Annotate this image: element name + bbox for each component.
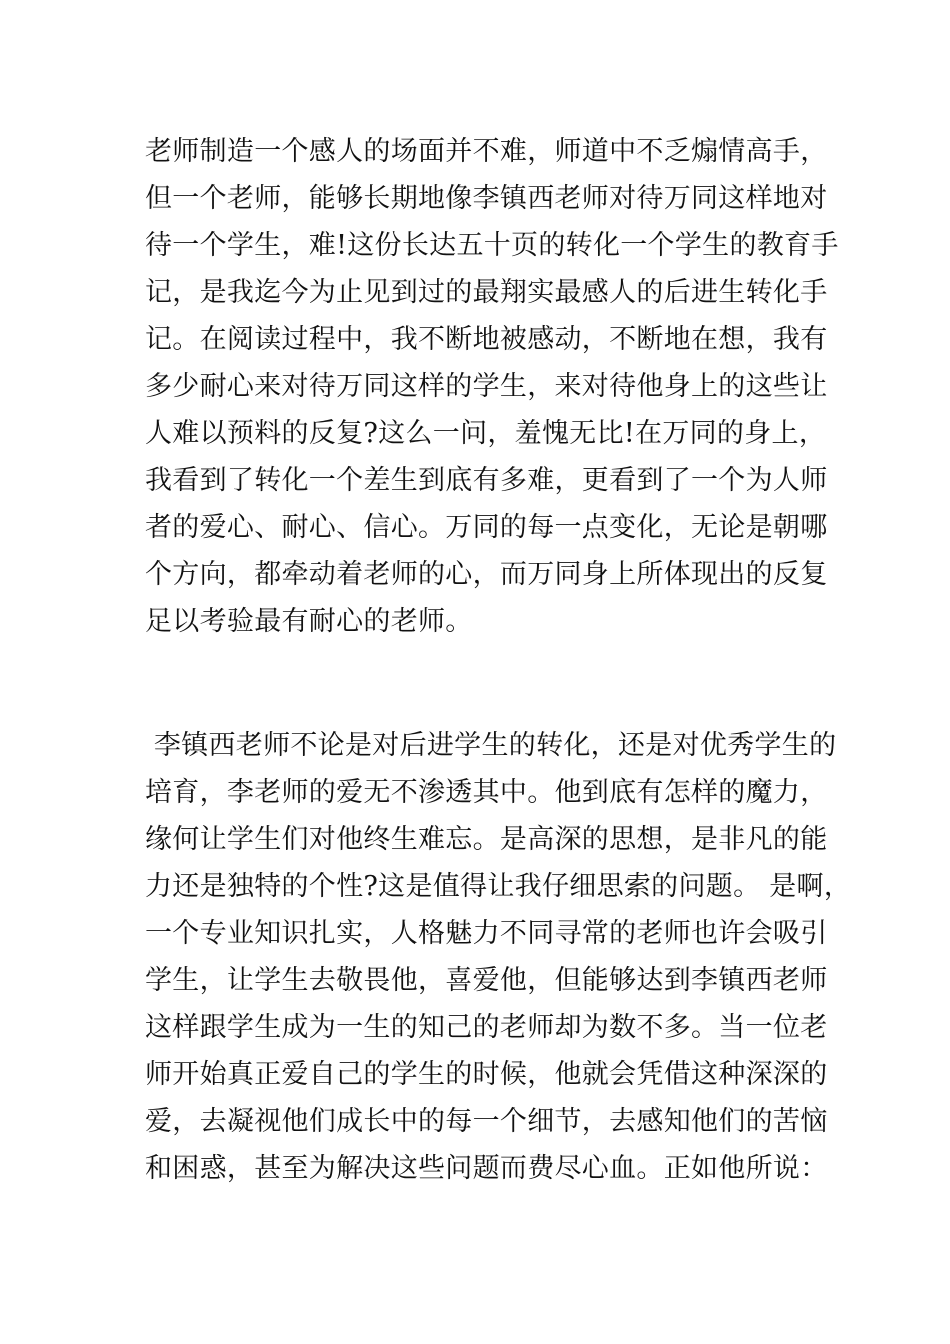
text-line: 缘何让学生们对他终生难忘。是高深的思想，是非凡的能 [145,824,828,855]
text-line: 者的爱心、耐心、信心。万同的每一点变化，无论是朝哪 [145,512,828,543]
text-line: 和困惑，甚至为解决这些问题而费尽心血。正如他所说： [145,1153,828,1184]
text-line: 我看到了转化一个差生到底有多难，更看到了一个为人师 [145,465,828,496]
text-line: 培育，李老师的爱无不渗透其中。他到底有怎样的魔力， [145,777,828,808]
paragraph-1 [145,128,839,645]
text-line: 学生，让学生去敬畏他，喜爱他，但能够达到李镇西老师 [145,965,828,996]
text-line: 多少耐心来对待万同这样的学生，来对待他身上的这些让 [145,371,828,402]
text-line: 这样跟学生成为一生的知己的老师却为数不多。当一位老 [145,1012,828,1043]
text-line: 一个专业知识扎实，人格魅力不同寻常的老师也许会吸引 [145,918,828,949]
text-line: 记，是我迄今为止见到过的最翔实最感人的后进生转化手 [145,277,828,308]
text-line: 人难以预料的反复?这么一问，羞愧无比!在万同的身上， [145,418,827,449]
text-line: 待一个学生，难!这份长达五十页的转化一个学生的教育手 [145,230,839,261]
text-line: 老师制造一个感人的场面并不难，师道中不乏煽情高手， [145,136,828,167]
text-line: 足以考验最有耐心的老师。 [145,606,473,637]
text-line: 但一个老师，能够长期地像李镇西老师对待万同这样地对 [145,183,828,214]
paragraph-2 [145,722,852,1192]
text-line: 李镇西老师不论是对后进学生的转化，还是对优秀学生的 [145,730,837,761]
text-line: 师开始真正爱自己的学生的时候，他就会凭借这种深深的 [145,1059,828,1090]
text-line: 爱，去凝视他们成长中的每一个细节，去感知他们的苦恼 [145,1106,828,1137]
text-line: 个方向，都牵动着老师的心，而万同身上所体现出的反复 [145,559,828,590]
text-line: 记。在阅读过程中，我不断地被感动，不断地在想，我有 [145,324,828,355]
text-line: 力还是独特的个性?这是值得让我仔细思索的问题。 是啊， [145,871,852,902]
